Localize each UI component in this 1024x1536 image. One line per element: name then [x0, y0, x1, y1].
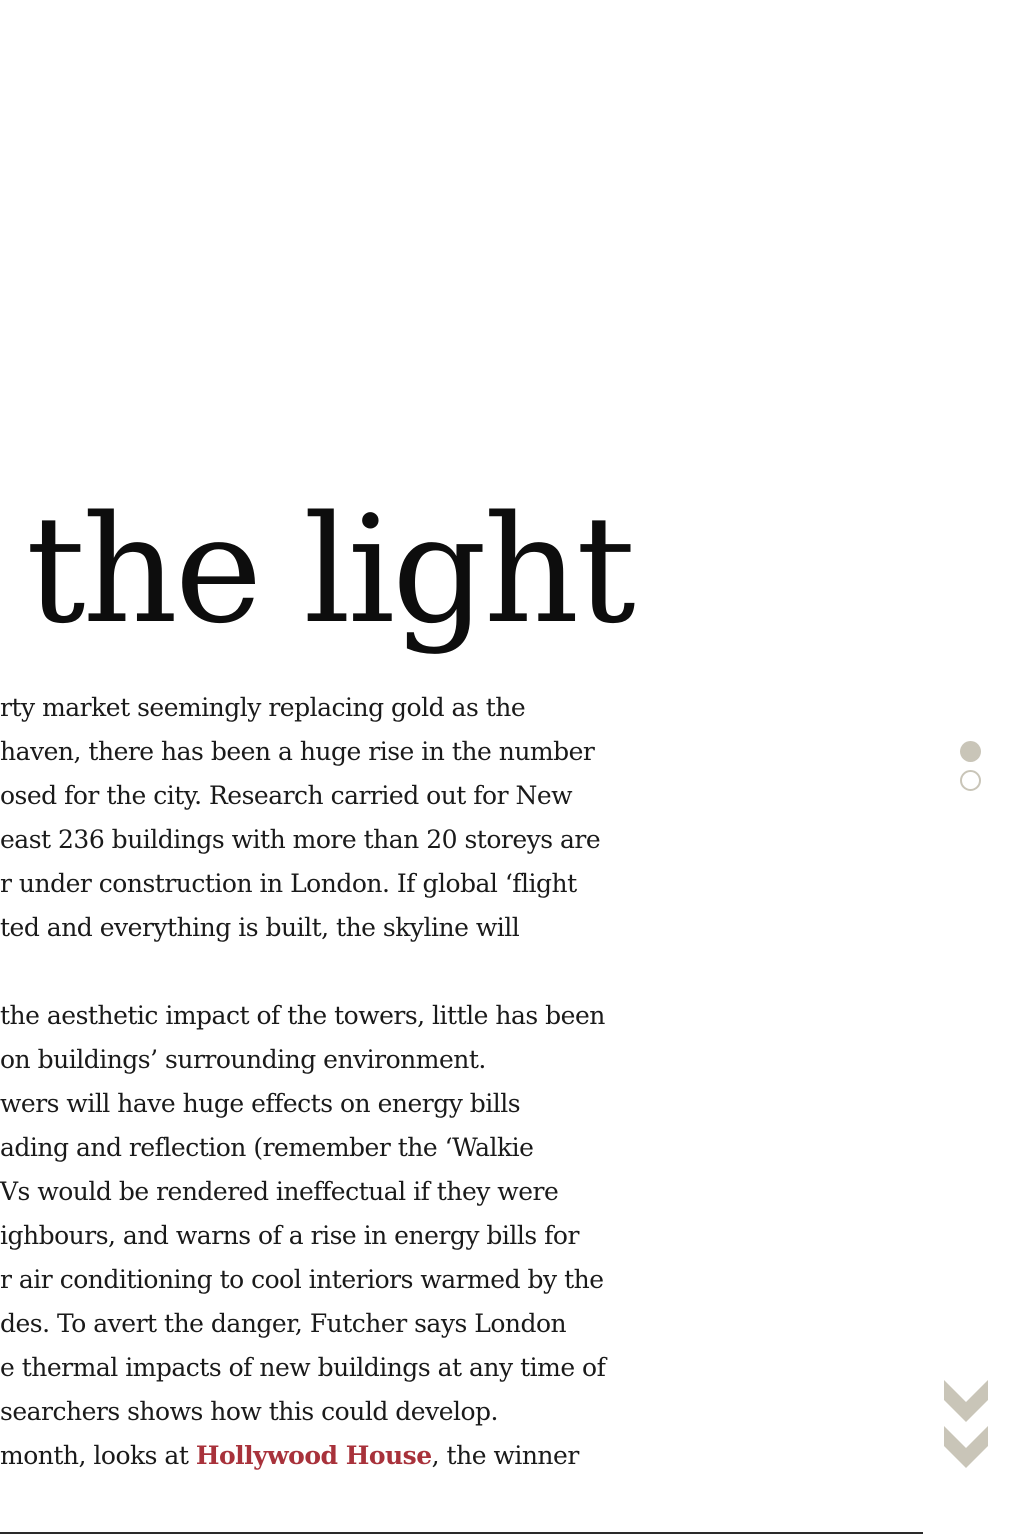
page-dot-inactive[interactable] [960, 770, 981, 791]
page-dot-active[interactable] [960, 741, 981, 762]
body-line: east 236 buildings with more than 20 storeys are [0, 825, 601, 854]
body-line: wers will have huge effects on energy bills [0, 1089, 521, 1118]
article-headline: the light [26, 484, 633, 656]
body-text-before-link: month, looks at [0, 1441, 196, 1470]
body-line: the aesthetic impact of the towers, little has been [0, 1001, 605, 1030]
body-line: ading and reflection (remember the ‘Walkie [0, 1133, 534, 1162]
double-chevron-down-icon [942, 1378, 992, 1474]
body-line: ighbours, and warns of a rise in energy bills for [0, 1221, 579, 1250]
bottom-divider [0, 1532, 923, 1534]
body-line: ted and everything is built, the skyline will [0, 913, 520, 942]
body-line: osed for the city. Research carried out for New [0, 781, 573, 810]
body-line: searchers shows how this could develop. [0, 1397, 498, 1426]
body-line-with-link [0, 1434, 720, 1478]
article-body [0, 686, 720, 1478]
body-line: Vs would be rendered ineffectual if they were [0, 1177, 559, 1206]
scroll-down-button[interactable] [942, 1378, 992, 1474]
hollywood-house-link[interactable]: Hollywood House [195, 1441, 432, 1470]
page-indicator [960, 741, 986, 799]
body-line: r air conditioning to cool interiors warmed by the [0, 1265, 604, 1294]
body-line: des. To avert the danger, Futcher says London [0, 1309, 567, 1338]
body-line: haven, there has been a huge rise in the number [0, 737, 595, 766]
body-line: rty market seemingly replacing gold as the [0, 693, 526, 722]
body-line: r under construction in London. If global ‘flight [0, 869, 577, 898]
paragraph-gap [0, 950, 720, 994]
body-line: e thermal impacts of new buildings at any time of [0, 1353, 606, 1382]
body-line: on buildings’ surrounding environment. [0, 1045, 486, 1074]
body-text-after-link: , the winner [431, 1441, 579, 1470]
